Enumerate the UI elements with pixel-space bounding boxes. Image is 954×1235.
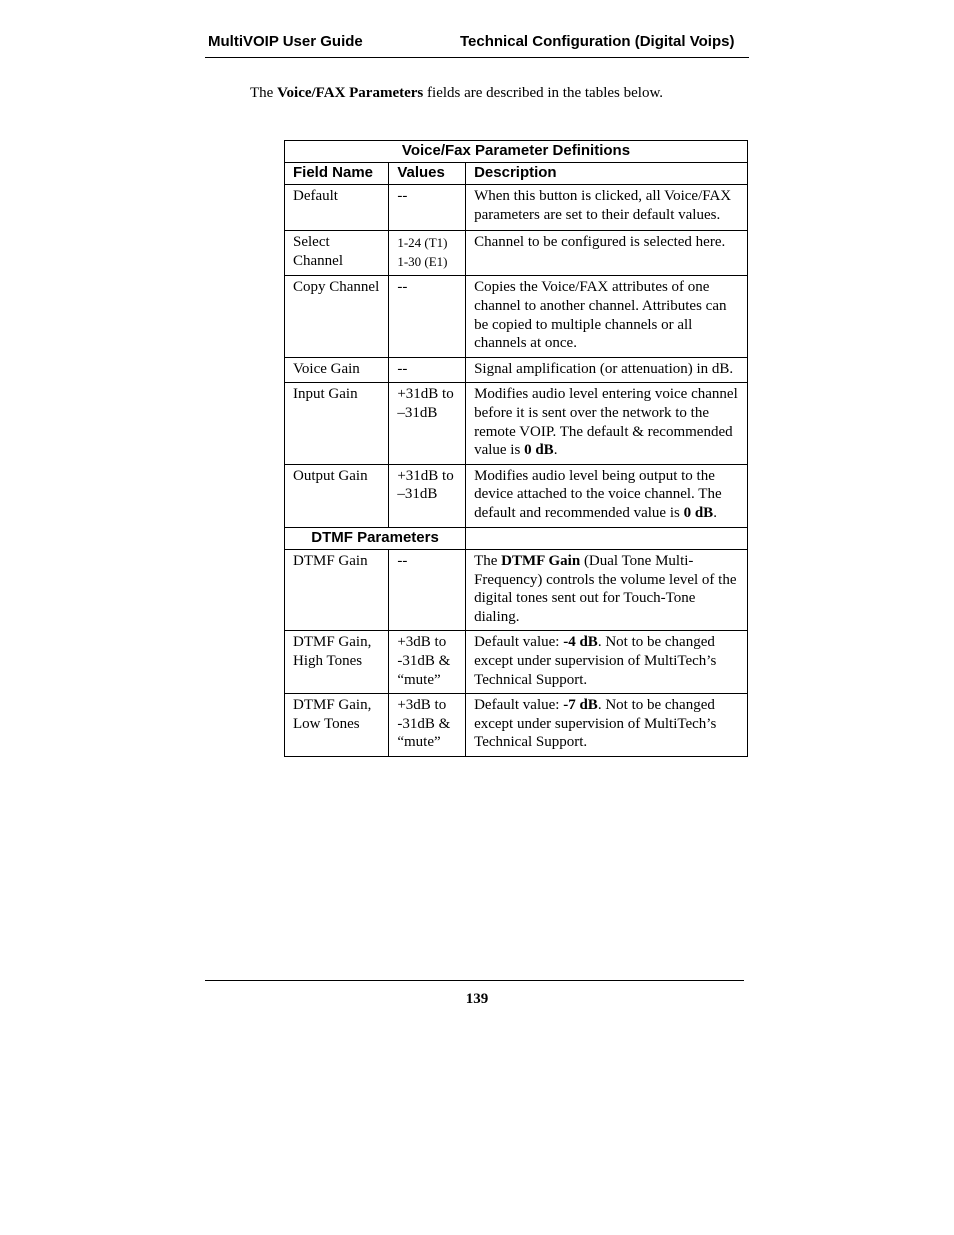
table-row	[285, 231, 748, 276]
field-values: +3dB to -31dB & “mute”	[389, 694, 466, 757]
table-row	[285, 185, 748, 231]
table-row	[285, 631, 748, 694]
field-description: Signal amplification (or attenuation) in dB.	[466, 357, 748, 383]
page-number: 139	[465, 991, 489, 1007]
table-row	[285, 276, 748, 357]
desc-text: . Not to be changed except under supervision of MultiTech’s Technical Support.	[474, 634, 717, 688]
column-header-description: Description	[466, 162, 748, 185]
field-values: +3dB to -31dB & “mute”	[389, 631, 466, 694]
desc-text: .	[553, 442, 558, 459]
field-values: +31dB to –31dB	[389, 464, 466, 527]
footer-rule	[205, 980, 744, 981]
table-row	[285, 383, 748, 464]
field-values: +31dB to –31dB	[389, 383, 466, 464]
table-title-row	[285, 141, 748, 163]
table-row	[285, 694, 748, 757]
desc-text: Modifies audio level being output to the device attached to the voice channel. The default and recommended value is	[474, 467, 722, 521]
field-name: Default	[285, 185, 389, 231]
table-row	[285, 464, 748, 527]
intro-before: The	[250, 85, 278, 101]
field-description: Channel to be configured is selected here.	[466, 231, 748, 276]
values-line-t1: 1-24 (T1)	[397, 235, 448, 251]
field-description	[466, 383, 748, 464]
field-name: DTMF Gain, Low Tones	[285, 694, 389, 757]
field-name: Select Channel	[285, 231, 389, 276]
desc-bold: 0 dB	[524, 442, 554, 459]
desc-bold: DTMF Gain	[501, 553, 581, 570]
desc-bold: 0 dB	[683, 504, 714, 521]
table-header-row	[285, 162, 748, 185]
desc-text: Default value:	[474, 634, 564, 651]
field-description: Copies the Voice/FAX attributes of one channel to another channel. Attributes can be copied to multiple channels or all channels at once.	[466, 276, 748, 357]
field-name: Voice Gain	[285, 357, 389, 383]
desc-text: Modifies audio level entering voice channel before it is sent over the network to the remote VOIP. The default & recommended value is	[474, 386, 738, 459]
table-title: Voice/Fax Parameter Definitions	[285, 141, 748, 163]
table-row	[285, 357, 748, 383]
desc-bold: -4 dB	[563, 634, 598, 651]
voice-fax-parameter-table	[284, 140, 748, 757]
field-name: DTMF Gain	[285, 550, 389, 631]
field-values	[389, 231, 466, 276]
field-name: DTMF Gain, High Tones	[285, 631, 389, 694]
table-row	[285, 550, 748, 631]
intro-paragraph	[250, 85, 663, 102]
field-name: Input Gain	[285, 383, 389, 464]
section-empty-cell	[466, 527, 748, 550]
field-description	[466, 694, 748, 757]
desc-text: Default value:	[474, 697, 564, 714]
field-name: Copy Channel	[285, 276, 389, 357]
field-values: --	[389, 185, 466, 231]
values-line-e1: 1-30 (E1)	[397, 254, 448, 270]
desc-text: . Not to be changed except under supervision of MultiTech’s Technical Support.	[474, 697, 717, 751]
desc-text: The	[474, 553, 502, 570]
field-description	[466, 550, 748, 631]
column-header-values: Values	[389, 162, 466, 185]
header-guide-title: MultiVOIP User Guide	[208, 33, 363, 50]
desc-text: (Dual Tone Multi-Frequency) controls the volume level of the digital tones sent out for Touch-Tone dialing.	[474, 553, 737, 625]
field-name: Output Gain	[285, 464, 389, 527]
intro-after: fields are described in the tables below.	[423, 85, 664, 101]
field-values: --	[389, 550, 466, 631]
desc-bold: -7 dB	[563, 697, 598, 714]
field-values: --	[389, 276, 466, 357]
field-description	[466, 464, 748, 527]
header-rule	[205, 57, 749, 58]
desc-text: .	[713, 504, 717, 521]
header-section-title: Technical Configuration (Digital Voips)	[460, 33, 735, 50]
section-heading-dtmf: DTMF Parameters	[285, 527, 466, 550]
field-description	[466, 631, 748, 694]
table-section-row	[285, 527, 748, 550]
column-header-field-name: Field Name	[285, 162, 389, 185]
field-values: --	[389, 357, 466, 383]
intro-bold: Voice/FAX Parameters	[277, 85, 424, 101]
field-description: When this button is clicked, all Voice/FAX parameters are set to their default values.	[466, 185, 748, 231]
